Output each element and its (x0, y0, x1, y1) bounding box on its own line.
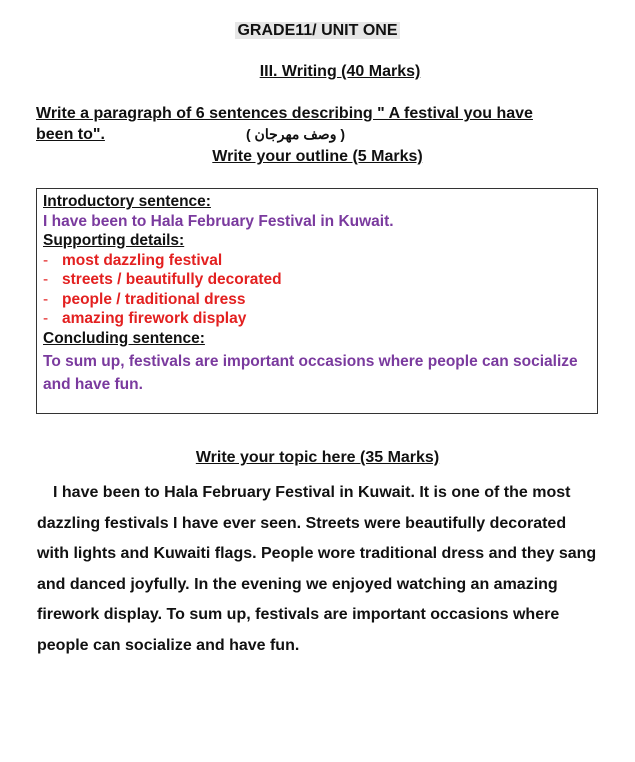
topic-title: Write your topic here (35 Marks) (195, 449, 440, 466)
list-item (43, 309, 591, 329)
page-title (0, 22, 635, 40)
detail-text: people / traditional dress (62, 290, 246, 308)
list-item (43, 251, 591, 271)
grade-unit-heading: GRADE11/ UNIT ONE (237, 22, 398, 39)
concluding-sentence: To sum up, festivals are important occasions where people can socialize and have fun. (43, 353, 578, 393)
task-line-1: Write a paragraph of 6 sentences describing " A festival you have (36, 105, 533, 122)
dash-bullet: - (43, 251, 49, 269)
dash-bullet: - (43, 290, 49, 308)
intro-sentence: I have been to Hala February Festival in Kuwait. (43, 212, 394, 230)
list-item (43, 270, 591, 290)
concluding-heading: Concluding sentence: (43, 329, 205, 347)
task-arabic-note: ( وصف مهرجان ) (246, 126, 346, 142)
task-line-2: been to". (36, 126, 105, 143)
intro-heading: Introductory sentence: (43, 193, 211, 210)
detail-text: most dazzling festival (62, 251, 223, 269)
writing-section-title: III. Writing (40 Marks) (259, 63, 421, 80)
supporting-heading: Supporting details: (43, 232, 185, 249)
supporting-details-list (43, 251, 591, 329)
detail-text: amazing firework display (62, 310, 247, 327)
outline-box (36, 188, 598, 414)
dash-bullet: - (43, 271, 49, 288)
task-line-2-row (36, 124, 596, 145)
outline-title: Write your outline (5 Marks) (212, 148, 423, 165)
detail-text: streets / beautifully decorated (62, 271, 282, 288)
list-item (43, 290, 591, 310)
task-instructions (36, 103, 596, 145)
topic-paragraph: I have been to Hala February Festival in Kuwait. It is one of the most dazzling festivals I have ever seen. Streets were beautifully decorated with lights and Kuwaiti flags. People wore traditional dress and they sang and danced joyfully. In the evening we enjoyed watching an amazing firework display. To sum up, festivals are important occasions where people can socialize and have fun. (37, 484, 597, 654)
dash-bullet: - (43, 310, 49, 327)
